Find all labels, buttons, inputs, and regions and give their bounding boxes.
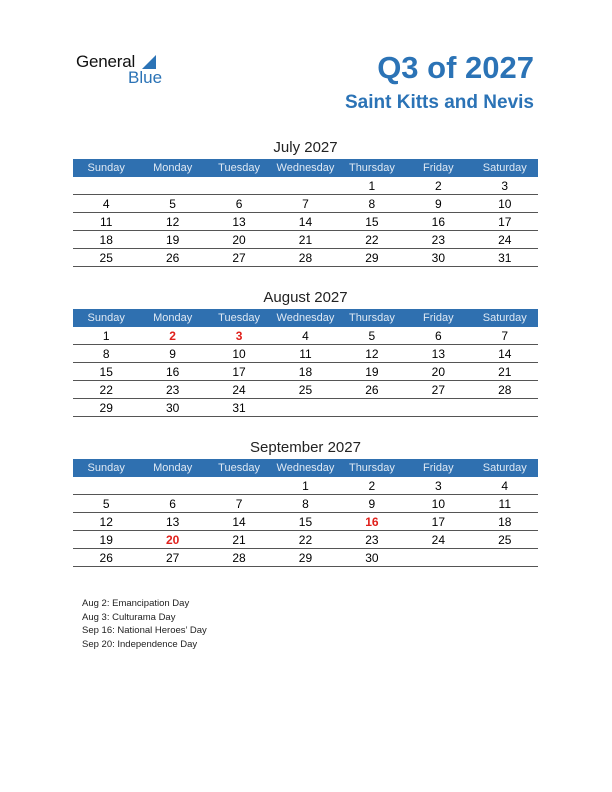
day-cell [472,549,538,567]
weekday-header: Sunday [73,459,139,477]
day-cell: 27 [139,549,205,567]
week-row [73,177,538,195]
week-row [73,249,538,267]
day-cell: 8 [339,195,405,213]
day-cell: 1 [272,477,338,495]
weekday-header: Tuesday [206,159,272,177]
day-cell: 10 [472,195,538,213]
weekday-header: Sunday [73,309,139,327]
day-cell: 5 [139,195,205,213]
day-cell: 30 [405,249,471,267]
day-cell: 17 [472,213,538,231]
day-cell: 21 [272,231,338,249]
day-cell: 20 [206,231,272,249]
holiday-note: Sep 16: National Heroes’ Day [82,625,207,636]
weekday-header: Thursday [339,159,405,177]
day-cell: 27 [206,249,272,267]
day-cell: 26 [339,381,405,399]
day-cell: 6 [206,195,272,213]
day-cell: 15 [73,363,139,381]
calendar-grid [73,309,538,417]
day-cell: 3 [472,177,538,195]
logo [76,52,176,88]
holiday-note: Aug 3: Culturama Day [82,611,176,623]
day-cell: 4 [472,477,538,495]
day-cell: 15 [339,213,405,231]
weekday-header: Monday [139,459,205,477]
day-cell: 1 [339,177,405,195]
day-cell: 4 [73,195,139,213]
day-cell: 29 [73,399,139,417]
month-title: September 2027 [250,439,361,456]
day-cell: 25 [73,249,139,267]
day-cell: 12 [339,345,405,363]
page-title: Q3 of 2027 [377,50,534,85]
weekday-header: Wednesday [272,159,338,177]
day-cell: 8 [272,495,338,513]
weekday-header: Monday [139,309,205,327]
month-title: August 2027 [263,289,348,306]
logo-word-blue: Blue [128,68,163,87]
day-cell: 22 [272,531,338,549]
calendar-grid [73,459,538,567]
day-cell: 22 [73,381,139,399]
day-cell: 5 [73,495,139,513]
week-row [73,513,538,531]
holiday-day-cell: 20 [139,531,205,549]
day-cell: 19 [73,531,139,549]
day-cell: 22 [339,231,405,249]
weekday-header: Tuesday [206,459,272,477]
day-cell: 24 [206,381,272,399]
weekday-header-row [73,309,538,327]
week-row [73,213,538,231]
day-cell: 1 [73,327,139,345]
holiday-note: Sep 20: Independence Day [82,638,198,650]
day-cell: 5 [339,327,405,345]
day-cell: 27 [405,381,471,399]
day-cell [73,177,139,195]
day-cell: 12 [139,213,205,231]
week-row [73,495,538,513]
day-cell: 23 [139,381,205,399]
day-cell: 9 [339,495,405,513]
day-cell: 21 [206,531,272,549]
weekday-header: Thursday [339,459,405,477]
day-cell: 14 [272,213,338,231]
weekday-header: Friday [405,159,471,177]
day-cell: 28 [472,381,538,399]
day-cell [339,399,405,417]
week-row [73,363,538,381]
day-cell [139,477,205,495]
day-cell: 30 [139,399,205,417]
day-cell: 11 [73,213,139,231]
day-cell: 2 [339,477,405,495]
day-cell: 19 [139,231,205,249]
week-row [73,549,538,567]
day-cell: 7 [472,327,538,345]
day-cell: 3 [405,477,471,495]
holiday-note: Aug 2: Emancipation Day [82,598,190,609]
day-cell: 28 [272,249,338,267]
day-cell: 23 [405,231,471,249]
weekday-header: Wednesday [272,459,338,477]
day-cell [405,549,471,567]
day-cell: 2 [405,177,471,195]
week-row [73,531,538,549]
day-cell: 13 [405,345,471,363]
day-cell [206,477,272,495]
holiday-day-cell: 16 [339,513,405,531]
day-cell: 18 [472,513,538,531]
day-cell: 14 [206,513,272,531]
day-cell [272,399,338,417]
day-cell [73,477,139,495]
weekday-header: Saturday [472,309,538,327]
weekday-header: Thursday [339,309,405,327]
week-row [73,399,538,417]
day-cell: 28 [206,549,272,567]
day-cell: 31 [472,249,538,267]
weekday-header: Monday [139,159,205,177]
day-cell [206,177,272,195]
day-cell: 18 [272,363,338,381]
day-cell: 31 [206,399,272,417]
weekday-header: Wednesday [272,309,338,327]
day-cell: 25 [272,381,338,399]
day-cell: 11 [272,345,338,363]
day-cell: 20 [405,363,471,381]
weekday-header: Friday [405,459,471,477]
day-cell: 25 [472,531,538,549]
day-cell: 19 [339,363,405,381]
day-cell: 30 [339,549,405,567]
day-cell [272,177,338,195]
day-cell: 14 [472,345,538,363]
month-title: July 2027 [273,139,338,156]
day-cell: 17 [405,513,471,531]
country-name: Saint Kitts and Nevis [345,92,534,113]
day-cell: 10 [206,345,272,363]
day-cell: 13 [206,213,272,231]
day-cell: 23 [339,531,405,549]
holiday-notes [82,597,207,651]
day-cell: 10 [405,495,471,513]
week-row [73,327,538,345]
weekday-header: Saturday [472,459,538,477]
week-row [73,345,538,363]
day-cell: 12 [73,513,139,531]
day-cell: 11 [472,495,538,513]
day-cell: 18 [73,231,139,249]
day-cell: 15 [272,513,338,531]
day-cell [139,177,205,195]
logo-word-general: General [76,52,136,71]
week-row [73,477,538,495]
holiday-day-cell: 2 [139,327,205,345]
month-calendar [73,137,538,267]
day-cell: 9 [139,345,205,363]
day-cell: 6 [405,327,471,345]
day-cell: 13 [139,513,205,531]
weekday-header: Saturday [472,159,538,177]
day-cell [472,399,538,417]
day-cell: 24 [405,531,471,549]
day-cell: 26 [73,549,139,567]
month-calendar [73,437,538,567]
day-cell: 4 [272,327,338,345]
calendar-grid [73,159,538,267]
month-calendar [73,287,538,417]
weekday-header-row [73,459,538,477]
day-cell: 29 [339,249,405,267]
week-row [73,231,538,249]
day-cell: 9 [405,195,471,213]
day-cell: 29 [272,549,338,567]
weekday-header: Friday [405,309,471,327]
day-cell: 6 [139,495,205,513]
day-cell: 24 [472,231,538,249]
weekday-header: Sunday [73,159,139,177]
weekday-header: Tuesday [206,309,272,327]
day-cell [405,399,471,417]
day-cell: 21 [472,363,538,381]
week-row [73,195,538,213]
day-cell: 8 [73,345,139,363]
day-cell: 26 [139,249,205,267]
weekday-header-row [73,159,538,177]
day-cell: 16 [405,213,471,231]
day-cell: 7 [206,495,272,513]
week-row [73,381,538,399]
day-cell: 17 [206,363,272,381]
day-cell: 16 [139,363,205,381]
day-cell: 7 [272,195,338,213]
logo-triangle-icon [142,55,156,69]
holiday-day-cell: 3 [206,327,272,345]
